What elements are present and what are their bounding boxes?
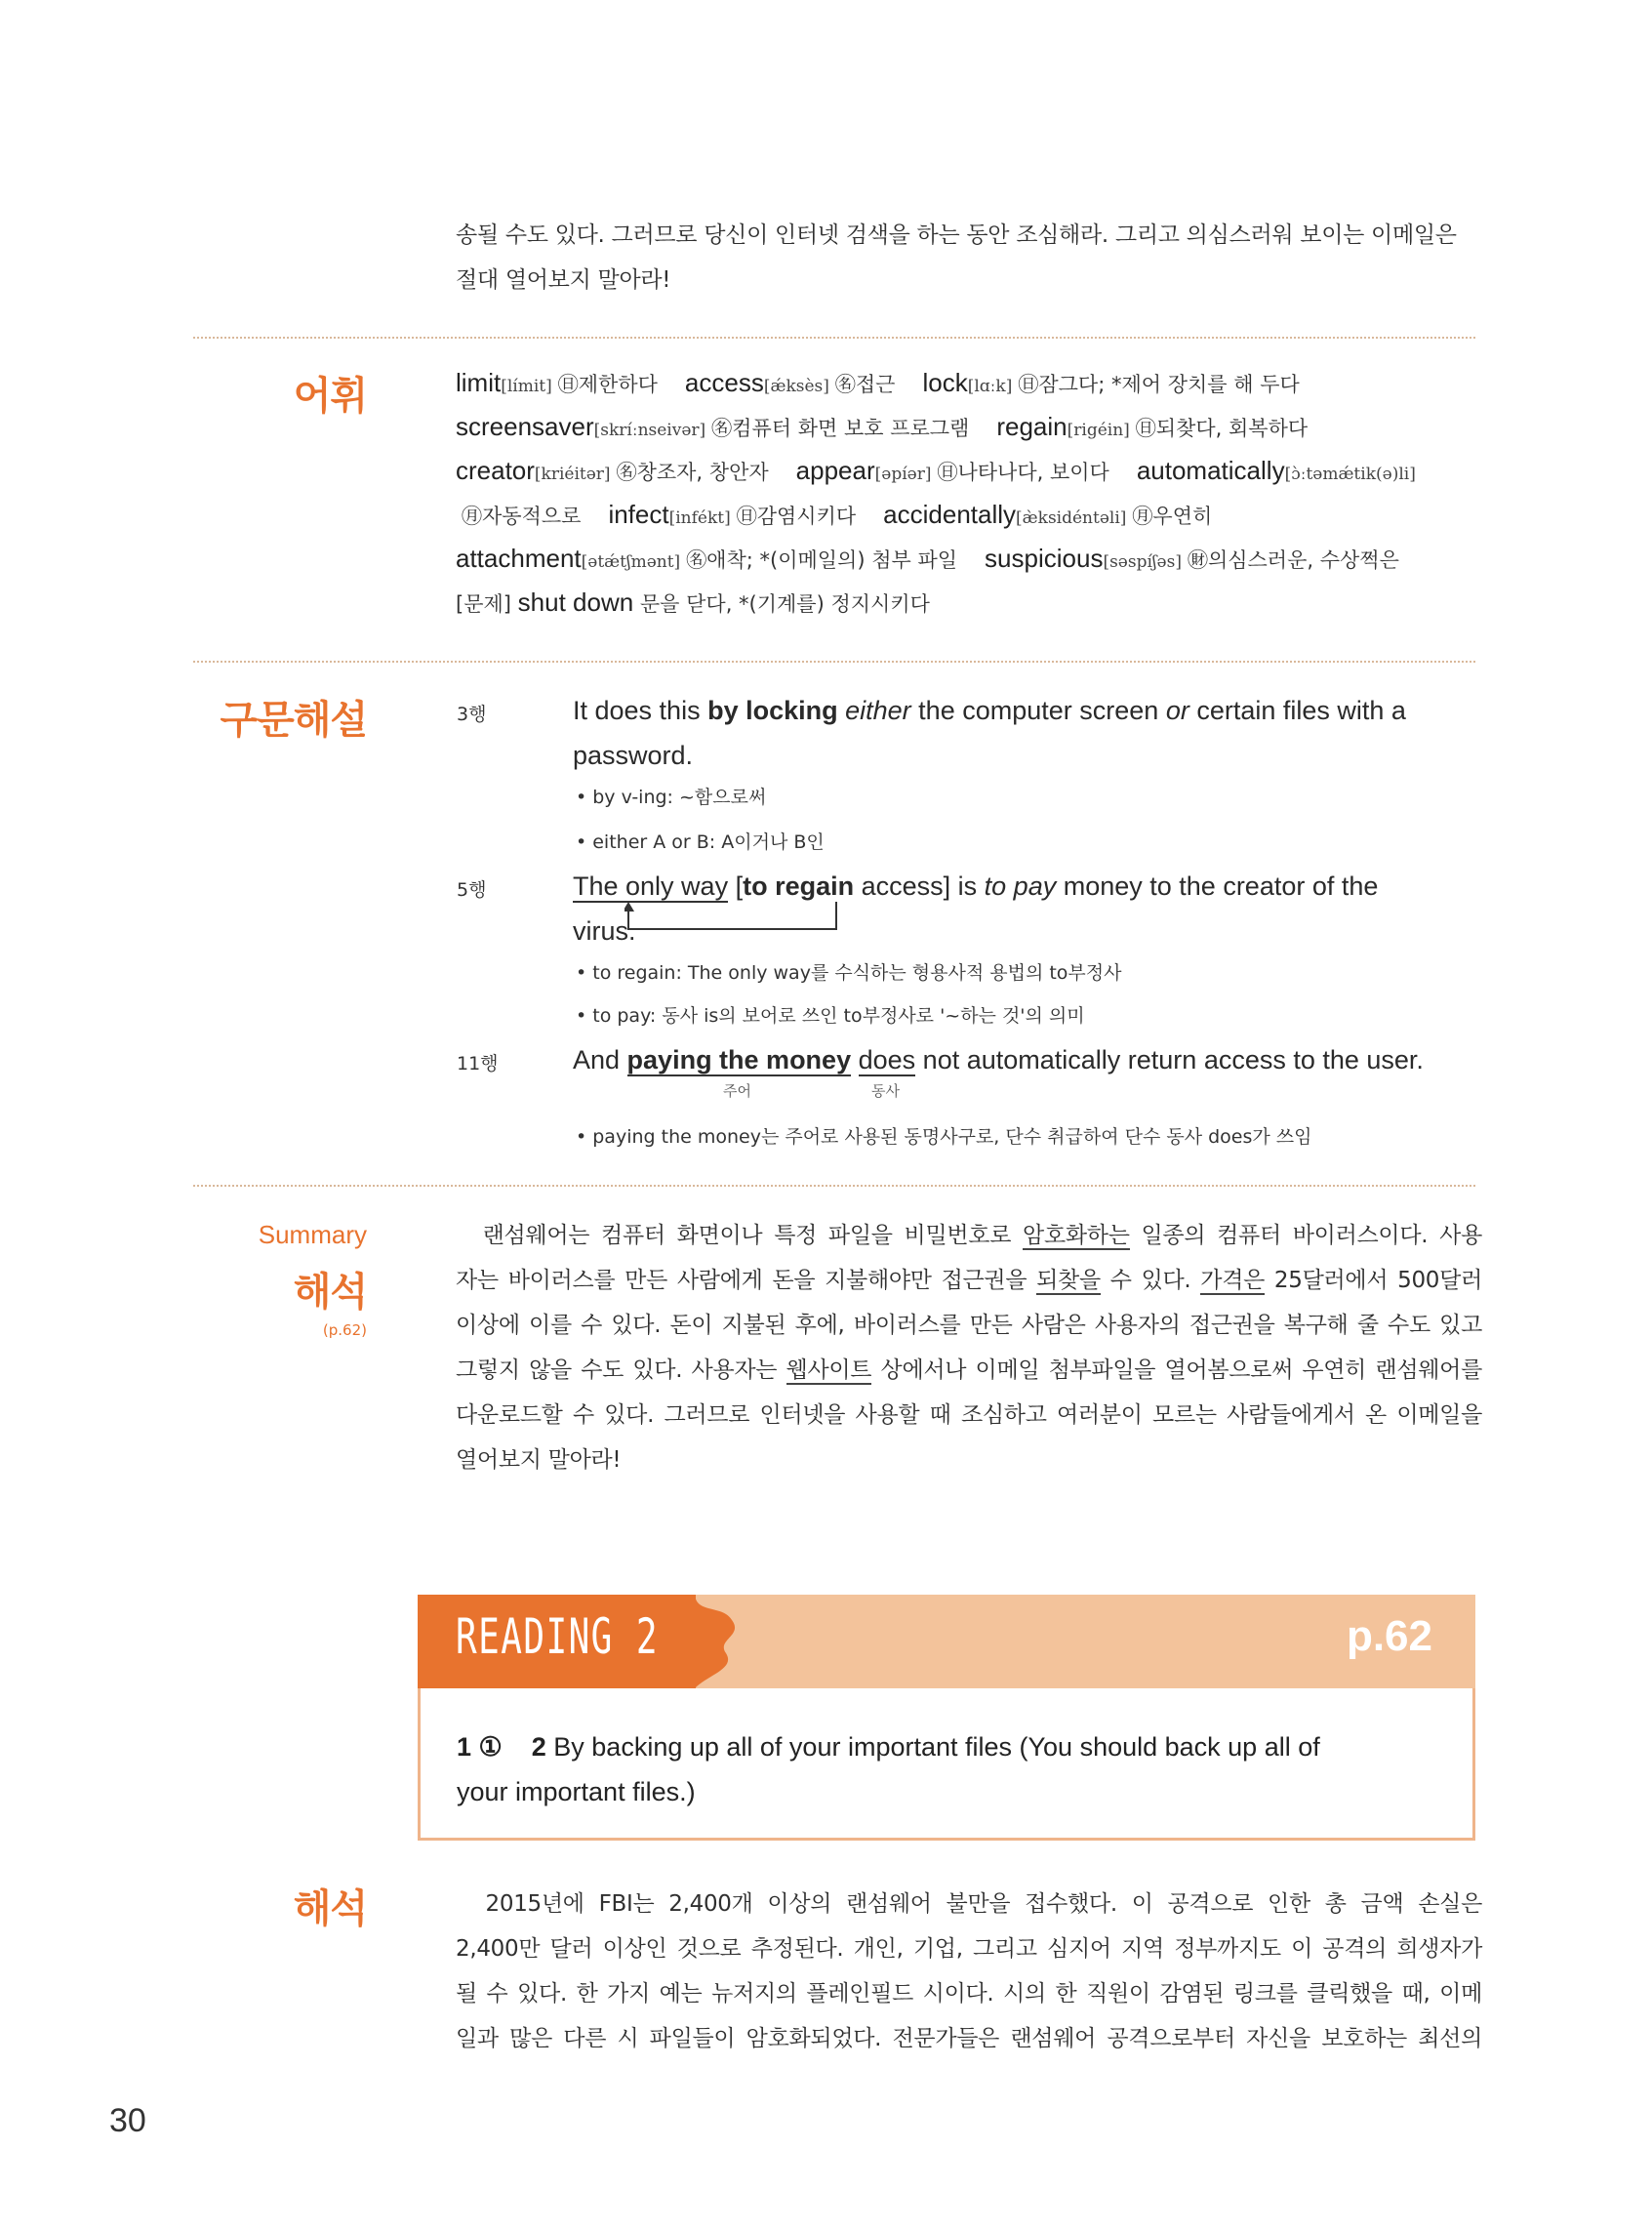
line-number: 11행 [457,1053,499,1074]
summary-text: 25달러에서 500달러 [1265,1268,1482,1293]
translation-line: 2015년에 FBI는 2,400개 이상의 랜섬웨어 불만을 접수했다. 이 공격으로 인한 총 금액 손실은 [456,1891,1482,1917]
vocab-meaning: ㊔창조자, 창안자 [616,461,769,484]
vocab-meaning: 문을 닫다, *(기계를) 정지시키다 [639,592,930,616]
page-reference: (p.62) [322,1321,367,1339]
section-divider [193,1185,1475,1187]
vocab-word: regain [996,412,1068,441]
summary-line [456,1258,1482,1303]
vocab-meaning: ㊐잠그다; *제어 장치를 해 두다 [1018,373,1300,396]
vocab-line [456,588,1480,631]
vocab-line [456,456,1480,500]
subject-phrase: paying the money [626,1045,852,1074]
vocab-pronunciation: [rigéin] [1067,421,1130,440]
vocab-meaning: ㊊자동적으로 [462,505,582,528]
vocab-pronunciation: [əpíər] [874,465,932,484]
modifier-arrow [625,900,839,933]
translation-line: 2,400만 달러 이상인 것으로 추정된다. 개인, 기업, 그리고 심지어 지역 정부까지도 이 공격의 희생자가 [456,1936,1482,1962]
summary-text: 열어보지 말아라! [456,1447,622,1473]
vocab-word: lock [922,368,968,397]
translation-paragraph [456,1882,1482,2061]
grammar-note: • to regain: The only way를 수식하는 형용사적 용법의 to부정사 [576,962,1122,984]
vocab-pronunciation: [ətǽtʃmənt] [581,552,681,572]
section-divider [193,337,1475,339]
line-number: 3행 [457,704,487,725]
underlined-phrase: The only way [573,871,729,901]
summary-line [456,1303,1482,1348]
vocab-word: shut down [517,588,634,617]
intro-paragraph [456,213,1480,303]
summary-text: 그렇지 않을 수도 있다. 사용자는 [456,1358,786,1383]
vocab-meaning: ㊊우연히 [1132,505,1213,528]
vocab-line [456,412,1480,456]
subject-label: 주어 [723,1082,751,1100]
vocab-pronunciation: [infékt] [668,508,731,528]
summary-label-small: Summary [258,1220,367,1249]
summary-text: 다운로드할 수 있다. 그러므로 인터넷을 사용할 때 조심하고 여러분이 모르는 사람들에게서 온 이메일을 [456,1402,1482,1428]
verb-label: 동사 [871,1082,900,1100]
puzzle-tab-icon [683,1595,761,1688]
vocab-label: 어휘 [293,374,367,419]
vocab-pronunciation: [límit] [501,377,552,396]
vocab-pronunciation: [səspíʃəs] [1103,552,1182,572]
vocab-word: limit [456,368,502,397]
vocab-meaning: ㊔접근 [834,373,896,396]
syntax-label: 구문해설 [220,698,367,743]
vocab-meaning: ㊔애착; *(이메일의) 첨부 파일 [686,548,958,572]
example-sentence: It does this by locking either the computer screen or certain files with a password. [573,696,1406,770]
summary-line [456,1393,1482,1438]
grammar-note: • either A or B: A이거나 B인 [576,831,825,853]
verb-word: does [858,1045,916,1074]
vocab-line [456,368,1480,412]
underlined-word: 가격은 [1200,1268,1266,1293]
vocab-pronunciation: [kriéitər] [534,465,611,484]
vocab-meaning: ㊐제한하다 [557,373,658,396]
reading-title: READING 2 [456,1608,660,1665]
summary-line [456,1348,1482,1393]
vocab-prefix: [문제] [456,592,511,616]
vocab-word: suspicious [985,544,1104,573]
translation-line: 일과 많은 다른 시 파일들이 암호화되었다. 전문가들은 랜섬웨어 공격으로부터 자신을 보호하는 최선의 [456,2026,1482,2051]
example-sentence: The only way [to regain access] is to pay money to the creator of the virus. [573,871,1379,946]
vocab-pronunciation: [æ̀ksidéntəli] [1016,508,1127,528]
vocab-word: access [684,368,764,397]
vocab-meaning: ㊐나타나다, 보이다 [937,461,1109,484]
answer-text: 1 ① 2 By backing up all of your important files (You should back up all of your important files.) [457,1732,1320,1806]
summary-paragraph [456,1213,1482,1482]
underlined-word: 암호화하는 [1023,1223,1130,1248]
underlined-word: 되찾을 [1036,1268,1101,1293]
vocab-line [456,500,1480,544]
vocab-word: appear [795,456,875,485]
vocab-word: automatically [1136,456,1285,485]
translation-line: 될 수 있다. 한 가지 예는 뉴저지의 플레인필드 시이다. 시의 한 직원이 감염된 링크를 클릭했을 때, 이메 [456,1981,1482,2006]
summary-text: 랜섬웨어는 컴퓨터 화면이나 특정 파일을 비밀번호로 [456,1223,1024,1248]
summary-text: 수 있다. [1100,1268,1201,1293]
vocab-meaning: ㊔컴퓨터 화면 보호 프로그램 [711,417,970,440]
summary-line [456,1438,1482,1482]
example-sentence: And paying the money does not automatically return access to the user. [573,1045,1424,1074]
grammar-note: • by v-ing: ~함으로써 [576,787,767,808]
summary-text: 상에서나 이메일 첨부파일을 열어봄으로써 우연히 랜섬웨어를 [871,1358,1482,1383]
summary-label: 해석 [293,1270,367,1315]
line-number: 5행 [457,879,487,901]
intro-line: 송될 수도 있다. 그러므로 당신이 인터넷 검색을 하는 동안 조심해라. 그리고 의심스러워 보이는 이메일은 [456,223,1457,248]
underlined-word: 웹사이트 [786,1358,872,1383]
vocab-list [456,368,1480,631]
vocab-pronunciation: [ɔ̀ːtəmǽtik(ə)li] [1284,465,1416,484]
summary-text: 이상에 이를 수 있다. 돈이 지불된 후에, 바이러스를 만든 사람은 사용자의 접근권을 복구해 줄 수도 있고 [456,1313,1482,1338]
summary-text: 자는 바이러스를 만든 사람에게 돈을 지불해야만 접근권을 [456,1268,1037,1293]
intro-line: 절대 열어보지 말아라! [456,267,671,293]
grammar-note: • paying the money는 주어로 사용된 동명사구로, 단수 취급하여 단수 동사 does가 쓰임 [576,1126,1312,1148]
section-divider [193,661,1475,663]
vocab-word: screensaver [456,412,594,441]
vocab-word: infect [608,500,669,529]
vocab-word: accidentally [883,500,1017,529]
vocab-meaning: ㊖의심스러운, 수상쩍은 [1187,548,1399,572]
summary-text: 일종의 컴퓨터 바이러스이다. 사용 [1129,1223,1482,1248]
vocab-word: attachment [456,544,582,573]
vocab-meaning: ㊐되찾다, 회복하다 [1135,417,1309,440]
vocab-meaning: ㊐감염시키다 [736,505,857,528]
vocab-word: creator [456,456,535,485]
grammar-note: • to pay: 동사 is의 보어로 쓰인 to부정사로 '~하는 것'의 의미 [576,1005,1085,1027]
vocab-pronunciation: [ǽksès] [763,377,829,396]
summary-line [456,1213,1482,1258]
translation-label: 해석 [293,1886,367,1931]
page-number: 30 [109,2102,146,2139]
vocab-pronunciation: [skríːnseivər] [593,421,706,440]
vocab-pronunciation: [lɑːk] [967,377,1013,396]
reading-page: p.62 [1346,1612,1432,1660]
vocab-line [456,544,1480,588]
